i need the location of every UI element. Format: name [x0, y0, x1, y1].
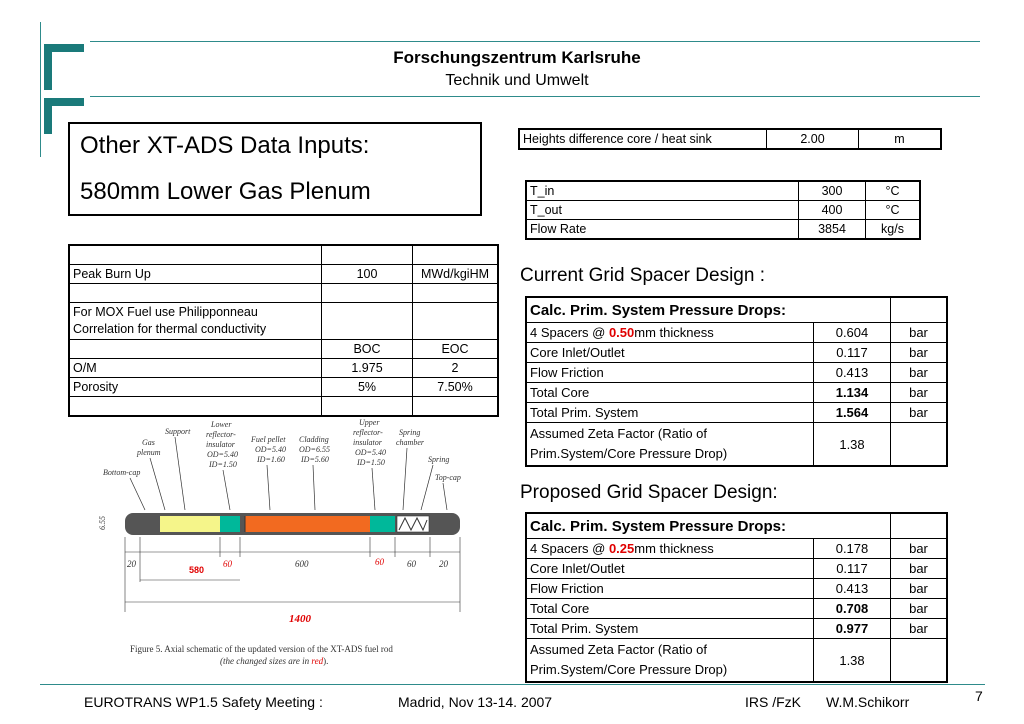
table-row: [526, 220, 920, 240]
proposed-label: Total Core: [526, 599, 814, 619]
table-row: [526, 599, 947, 619]
label-bottom-cap: Bottom-cap: [103, 468, 141, 477]
table-row: [526, 201, 920, 220]
om-boc: 1.975: [322, 359, 413, 378]
proposed-unit: bar: [891, 559, 948, 579]
proposed-label: Total Prim. System: [526, 619, 814, 639]
label-upper2: reflector-: [353, 428, 383, 437]
temp-value: 3854: [799, 220, 866, 240]
fuel-pellet-section: [245, 516, 370, 532]
current-label: Total Prim. System: [526, 403, 814, 423]
mox-note: [69, 303, 322, 340]
temp-unit: °C: [866, 181, 921, 201]
fuel-rod: [125, 513, 460, 535]
heights-unit: m: [859, 129, 942, 149]
proposed-zeta-label: [526, 639, 814, 683]
label-lower4: OD=5.40: [207, 450, 238, 459]
spacers-thickness: 0.50: [608, 325, 635, 340]
logo-bar-left-top: [44, 44, 52, 90]
table-row: [526, 639, 947, 683]
label-upper4: OD=5.40: [355, 448, 386, 457]
proposed-zeta-value: 1.38: [814, 639, 891, 683]
current-label: Core Inlet/Outlet: [526, 343, 814, 363]
proposed-heading: Proposed Grid Spacer Design:: [520, 482, 778, 503]
proposed-pressure-table: [525, 512, 948, 683]
temp-label: Flow Rate: [526, 220, 799, 240]
label-top-cap: Top-cap: [435, 473, 461, 482]
footer-location: Madrid, Nov 13-14. 2007: [398, 694, 553, 710]
logo-bar-left-bottom: [44, 98, 52, 134]
table-row: [69, 359, 498, 378]
temp-label: T_out: [526, 201, 799, 220]
current-unit: bar: [891, 403, 948, 423]
temp-table: [525, 180, 921, 240]
lower-reflector-section: [220, 516, 240, 532]
proposed-value: 0.178: [814, 539, 891, 559]
table-row: [69, 265, 498, 284]
dim-total: 1400: [289, 613, 311, 625]
label-upper3: insulator: [353, 438, 382, 447]
footer-author: W.M.Schikorr: [826, 694, 910, 710]
label-upper5: ID=1.50: [357, 458, 385, 467]
table-row: [526, 181, 920, 201]
temp-value: 300: [799, 181, 866, 201]
table-row: [69, 378, 498, 397]
spacers-suffix: mm thickness: [634, 325, 714, 340]
proposed-unit: bar: [891, 579, 948, 599]
upper-reflector-section: [370, 516, 395, 532]
org-subtitle: Technik und Umwelt: [445, 72, 589, 89]
label-fuel3: ID=1.60: [257, 455, 285, 464]
table-header-row: [526, 297, 947, 323]
label-fuel2: OD=5.40: [255, 445, 286, 454]
proposed-value: 0.977: [814, 619, 891, 639]
current-unit: bar: [891, 363, 948, 383]
figure-caption-line2: (the changed sizes are in red).: [220, 656, 329, 666]
current-value: 0.604: [814, 323, 891, 343]
dim-60-upper: 60: [375, 557, 384, 567]
current-zeta-value: 1.38: [814, 423, 891, 467]
current-unit: bar: [891, 323, 948, 343]
current-unit: bar: [891, 383, 948, 403]
table-row: [526, 363, 947, 383]
proposed-unit: bar: [891, 619, 948, 639]
frame-hline-footer: [40, 684, 985, 685]
porosity-boc: 5%: [322, 378, 413, 397]
table-row: [526, 559, 947, 579]
label-spring: Spring: [428, 455, 450, 464]
footer-meeting: EUROTRANS WP1.5 Safety Meeting :: [84, 694, 323, 710]
table-row: [526, 579, 947, 599]
frame-hline-header: [90, 96, 980, 97]
om-label: O/M: [69, 359, 322, 378]
proposed-label: Flow Friction: [526, 579, 814, 599]
table-row: [69, 284, 498, 303]
label-support: Support: [165, 427, 191, 436]
label-gas: Gas: [142, 438, 155, 447]
temp-label: T_in: [526, 181, 799, 201]
current-heading: Current Grid Spacer Design :: [520, 265, 765, 286]
footer-institute: IRS /FzK: [745, 694, 802, 710]
spacers-thickness: 0.25: [608, 541, 635, 556]
burnup-label: Peak Burn Up: [69, 265, 322, 284]
table-row: [526, 323, 947, 343]
spacers-prefix: 4 Spacers @: [530, 325, 609, 340]
org-name: Forschungszentrum Karlsruhe: [393, 48, 641, 67]
temp-unit: °C: [866, 201, 921, 220]
dim-20-left: 20: [127, 559, 136, 569]
current-unit: bar: [891, 343, 948, 363]
table-row: [526, 403, 947, 423]
mox-line1: For MOX Fuel use Philipponneau: [73, 305, 258, 319]
table-row: [69, 245, 498, 265]
slide-title-box: [68, 122, 482, 216]
boc-header: BOC: [322, 340, 413, 359]
table-row: [526, 423, 947, 467]
table-row: [526, 343, 947, 363]
label-spring-chamber2: chamber: [396, 438, 424, 447]
zeta-line1: Assumed Zeta Factor (Ratio of: [530, 426, 708, 441]
label-cladding: Cladding: [299, 435, 329, 444]
table-header-row: [526, 513, 947, 539]
current-pressure-table: [525, 296, 948, 467]
proposed-unit: bar: [891, 539, 948, 559]
page-number: 7: [975, 688, 983, 704]
label-fuel: Fuel pellet: [251, 435, 286, 444]
label-lower5: ID=1.50: [209, 460, 237, 469]
current-label: Flow Friction: [526, 363, 814, 383]
label-plenum: plenum: [137, 448, 161, 457]
burnup-value: 100: [322, 265, 413, 284]
porosity-label: Porosity: [69, 378, 322, 397]
label-lower3: insulator: [206, 440, 235, 449]
spacers-prefix: 4 Spacers @: [530, 541, 609, 556]
slide-title-line1: Other XT-ADS Data Inputs:: [80, 132, 370, 159]
proposed-table-title: Calc. Prim. System Pressure Drops:: [526, 513, 891, 539]
dim-600: 600: [295, 559, 309, 569]
table-row: [526, 619, 947, 639]
proposed-unit: bar: [891, 599, 948, 619]
label-lower: Lower: [211, 420, 232, 429]
fuel-rod-figure: [85, 412, 485, 672]
label-clad3: ID=5.60: [301, 455, 329, 464]
table-row: [526, 539, 947, 559]
label-lower2: reflector-: [206, 430, 236, 439]
dim-60-spring: 60: [407, 559, 416, 569]
heights-label: Heights difference core / heat sink: [519, 129, 767, 149]
spacers-suffix: mm thickness: [634, 541, 714, 556]
current-value: 1.134: [814, 383, 891, 403]
temp-value: 400: [799, 201, 866, 220]
dim-20-right: 20: [439, 559, 448, 569]
dim-580: 580: [189, 565, 205, 575]
current-label: Total Core: [526, 383, 814, 403]
burnup-unit: MWd/kgiHM: [413, 265, 499, 284]
label-upper: Upper: [359, 418, 380, 427]
figure-caption: Figure 5. Axial schematic of the updated version of the XT-ADS fuel rod: [130, 644, 393, 654]
gas-plenum-section: [160, 516, 220, 532]
temp-unit: kg/s: [866, 220, 921, 240]
zeta-line1: Assumed Zeta Factor (Ratio of: [530, 642, 708, 657]
proposed-value: 0.708: [814, 599, 891, 619]
porosity-eoc: 7.50%: [413, 378, 499, 397]
proposed-value: 0.117: [814, 559, 891, 579]
frame-hline-top: [90, 41, 980, 42]
label-spring-chamber: Spring: [399, 428, 421, 437]
table-row: [519, 129, 941, 149]
heights-value: 2.00: [767, 129, 859, 149]
frame-vline: [40, 22, 41, 157]
proposed-spacers-label: [526, 539, 814, 559]
current-zeta-label: [526, 423, 814, 467]
eoc-header: EOC: [413, 340, 499, 359]
proposed-value: 0.413: [814, 579, 891, 599]
heights-table: [518, 128, 942, 150]
om-eoc: 2: [413, 359, 499, 378]
current-value: 0.117: [814, 343, 891, 363]
proposed-label: Core Inlet/Outlet: [526, 559, 814, 579]
table-row: [69, 340, 498, 359]
zeta-line2: Prim.System/Core Pressure Drop): [530, 662, 728, 677]
slide-title-line2: 580mm Lower Gas Plenum: [80, 178, 371, 205]
zeta-line2: Prim.System/Core Pressure Drop): [530, 446, 728, 461]
current-value: 0.413: [814, 363, 891, 383]
label-diameter: 6.55: [98, 516, 107, 530]
mox-line2: Correlation for thermal conductivity: [73, 322, 267, 336]
label-clad2: OD=6.55: [299, 445, 330, 454]
current-table-title: Calc. Prim. System Pressure Drops:: [526, 297, 891, 323]
current-value: 1.564: [814, 403, 891, 423]
dim-60-lower: 60: [223, 559, 232, 569]
table-row: [69, 303, 498, 340]
table-row: [526, 383, 947, 403]
current-spacers-label: [526, 323, 814, 343]
fuel-table: [68, 244, 499, 417]
